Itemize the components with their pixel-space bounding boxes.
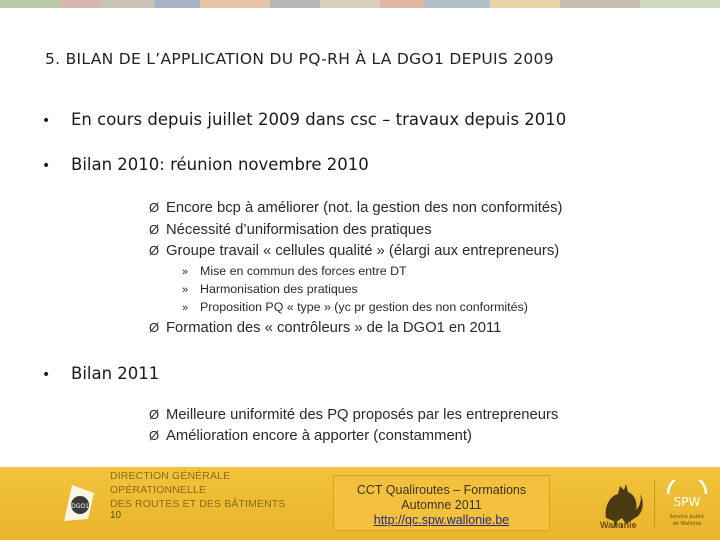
sub-arrow-icon: Ø: [149, 243, 160, 258]
bullet-2-text: Bilan 2010: réunion novembre 2010: [71, 155, 369, 174]
bullet-dot: •: [42, 367, 51, 383]
directorate-line1: DIRECTION GÉNÉRALE OPÉRATIONNELLE: [110, 471, 231, 496]
page-number: 10: [110, 510, 122, 521]
subsub-item-text: Harmonisation des pratiques: [200, 282, 358, 296]
sub-arrow-icon: Ø: [149, 428, 160, 443]
sub-item-text: Formation des « contrôleurs » de la DGO1 en 2011: [166, 320, 502, 336]
dgo1-logo-text: DGO1: [71, 503, 89, 510]
sub-arrow-icon: Ø: [149, 320, 160, 335]
top-strip-segment: [380, 0, 425, 8]
top-strip-segment: [320, 0, 380, 8]
spw-logo-icon: [662, 480, 712, 530]
sub-item: [149, 428, 472, 444]
sub-item: [149, 320, 501, 336]
top-strip-segment: [155, 0, 200, 8]
top-color-strip: [0, 0, 720, 8]
subsub-item-text: Proposition PQ « type » (yc pr gestion des non conformités): [200, 300, 528, 314]
sub-item-text: Nécessité d’uniformisation des pratiques: [166, 222, 432, 238]
footer-divider: [654, 480, 655, 528]
top-strip-segment: [0, 0, 60, 8]
top-strip-segment: [425, 0, 490, 8]
top-strip-segment: [270, 0, 320, 8]
sub-arrow-icon: Ø: [149, 222, 160, 237]
directorate-line2: DES ROUTES ET DES BÂTIMENTS: [110, 499, 286, 510]
subsub-item: [182, 282, 358, 296]
subsub-item: [182, 264, 407, 278]
subsub-marker-icon: »: [182, 284, 189, 296]
subsub-item: [182, 300, 528, 314]
subsub-marker-icon: »: [182, 302, 189, 314]
sub-item: [149, 407, 558, 423]
spw-logo-text: SPW: [673, 495, 701, 509]
subsub-item-text: Mise en commun des forces entre DT: [200, 264, 407, 278]
dgo1-logo-icon: [58, 483, 96, 523]
sub-arrow-icon: Ø: [149, 407, 160, 422]
cct-link[interactable]: http://qc.spw.wallonie.be: [373, 513, 510, 527]
top-strip-segment: [60, 0, 100, 8]
sub-item: [149, 222, 432, 238]
top-strip-segment: [200, 0, 270, 8]
slide-title: 5. BILAN DE L’APPLICATION DU PQ-RH À LA DGO1 DEPUIS 2009: [45, 50, 554, 68]
bullet-2: [42, 155, 369, 174]
bullet-dot: •: [42, 158, 51, 174]
sub-item-text: Encore bcp à améliorer (not. la gestion des non conformités): [166, 200, 563, 216]
cct-line2: Automne 2011: [401, 498, 482, 512]
directorate-text: [110, 470, 310, 512]
cct-line1: CCT Qualiroutes – Formations: [356, 483, 527, 497]
bullet-1-text: En cours depuis juillet 2009 dans csc – travaux depuis 2010: [71, 110, 567, 129]
cct-info-box: [333, 475, 550, 531]
bullet-1: [42, 110, 566, 129]
bullet-3: [42, 364, 159, 383]
wallonie-label: Wallonie: [600, 520, 637, 530]
sub-item-text: Amélioration encore à apporter (constamment): [166, 428, 472, 444]
sub-item-text: Groupe travail « cellules qualité » (élargi aux entrepreneurs): [166, 243, 560, 259]
sub-item: [149, 200, 562, 216]
spw-sub2: de Wallonie: [672, 521, 702, 527]
top-strip-segment: [640, 0, 720, 8]
sub-item: [149, 243, 559, 259]
top-strip-segment: [560, 0, 640, 8]
subsub-marker-icon: »: [182, 266, 189, 278]
sub-arrow-icon: Ø: [149, 200, 160, 215]
sub-item-text: Meilleure uniformité des PQ proposés par les entrepreneurs: [166, 407, 559, 423]
spw-sub1: Service public: [669, 514, 705, 520]
top-strip-segment: [490, 0, 560, 8]
bullet-3-text: Bilan 2011: [71, 364, 160, 383]
bullet-dot: •: [42, 113, 51, 129]
top-strip-segment: [100, 0, 155, 8]
